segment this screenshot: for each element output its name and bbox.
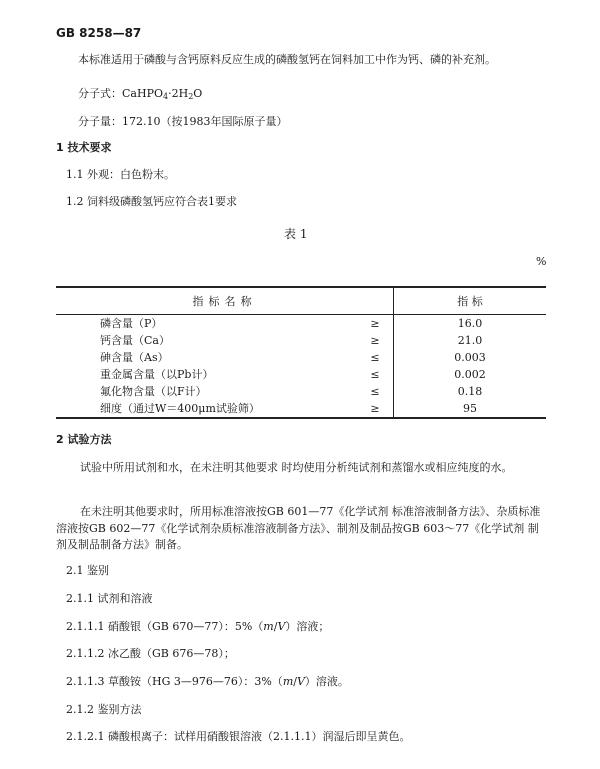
scope-paragraph: 本标准适用于磷酸与含钙原料反应生成的磷酸氢钙在饲料加工中作为钙、磷的补充剂。 [78, 53, 496, 66]
mass-symbol: m [263, 620, 274, 633]
test-method-paragraph-1: 试验中所用试剂和水，在未注明其他要求 时均使用分析纯试剂和蒸馏水或相应纯度的水。 [80, 461, 513, 474]
table-row [56, 315, 546, 333]
formula-subscript: 2 [188, 92, 194, 101]
clause-text: ）溶液。 [304, 675, 349, 688]
indicator-name: 细度（通过W＝400μm试验筛） [56, 400, 357, 418]
mass-symbol: m [282, 675, 294, 688]
formula-part: O [193, 87, 203, 100]
clause-2-1-1: 2.1.1 试剂和溶液 [66, 592, 153, 605]
comparison-sign: ≤ [370, 351, 380, 364]
indicator-name: 砷含量（As） [100, 351, 169, 364]
table-row [56, 332, 546, 349]
comparison-sign: ≥ [370, 317, 380, 330]
table-unit: % [536, 255, 547, 268]
indicator-value: 21.0 [394, 332, 547, 349]
molecular-weight: 分子量：172.10（按1983年国际原子量） [78, 115, 288, 128]
table-row [56, 400, 546, 418]
volume-symbol: V [296, 675, 305, 688]
formula-label: 分子式： [78, 87, 122, 100]
column-header-value: 指 标 [394, 287, 547, 315]
indicator-value: 0.002 [394, 366, 547, 383]
clause-text: 2.1.1.1 硝酸银（GB 670—77）：5%（ [66, 620, 264, 633]
clause-2-1-2-1: 2.1.2.1 磷酸根离子：试样用硝酸银溶液（2.1.1.1）润湿后即呈黄色。 [66, 730, 411, 743]
clause-1-2: 1.2 饲料级磷酸氢钙应符合表1要求 [66, 195, 237, 208]
indicator-name: 钙含量（Ca） [100, 334, 170, 347]
clause-text: 2.1.1.3 草酸铵（HG 3—976—76）：3%（ [66, 675, 283, 688]
clause-2-1-1-2: 2.1.1.2 冰乙酸（GB 676—78）； [66, 647, 235, 660]
clause-1-1: 1.1 外观：白色粉末。 [66, 168, 175, 181]
indicator-name: 氟化物含量（以F计） [100, 385, 207, 398]
comparison-sign: ≤ [370, 368, 380, 381]
standard-number-header: GB 8258—87 [56, 26, 142, 40]
section-2-heading: 2 试验方法 [56, 433, 112, 446]
indicator-value: 95 [394, 400, 547, 418]
comparison-sign: ≥ [370, 334, 380, 347]
volume-symbol: V [277, 620, 286, 633]
table-title: 表 1 [284, 227, 308, 241]
specification-table [56, 286, 546, 419]
clause-2-1-1-3 [66, 674, 349, 691]
comparison-sign: ≥ [357, 400, 394, 418]
section-1-heading: 1 技术要求 [56, 141, 112, 154]
table-row [56, 383, 546, 400]
table-header-row [56, 287, 546, 315]
formula-part: ·2H [168, 87, 189, 100]
molecular-formula [78, 86, 202, 103]
clause-2-1-1-1 [66, 619, 329, 636]
table-row [56, 349, 546, 366]
indicator-name: 磷含量（P） [100, 317, 163, 330]
table-row [56, 366, 546, 383]
clause-text: ）溶液； [285, 620, 330, 633]
slash: / [273, 620, 278, 633]
formula-subscript: 4 [163, 92, 169, 101]
indicator-value: 16.0 [394, 315, 547, 333]
clause-2-1-2: 2.1.2 鉴别方法 [66, 703, 142, 716]
indicator-name: 重金属含量（以Pb计） [100, 368, 214, 381]
test-method-paragraph-2: 在未注明其他要求时，所用标准溶液按GB 601—77《化学试剂 标准溶液制备方法》、杂质标准溶液按GB 602—77《化学试剂杂质标准溶液制备方法》、制剂及制品按GB 603～77《化学试剂 制剂及制品制备方法》制备。 [56, 505, 541, 551]
clause-2-1: 2.1 鉴别 [66, 564, 109, 577]
indicator-value: 0.003 [394, 349, 547, 366]
slash: / [293, 675, 297, 688]
formula-part: CaHPO [122, 87, 163, 100]
comparison-sign: ≤ [370, 385, 380, 398]
indicator-value: 0.18 [394, 383, 547, 400]
column-header-name: 指标名称 [56, 287, 394, 315]
